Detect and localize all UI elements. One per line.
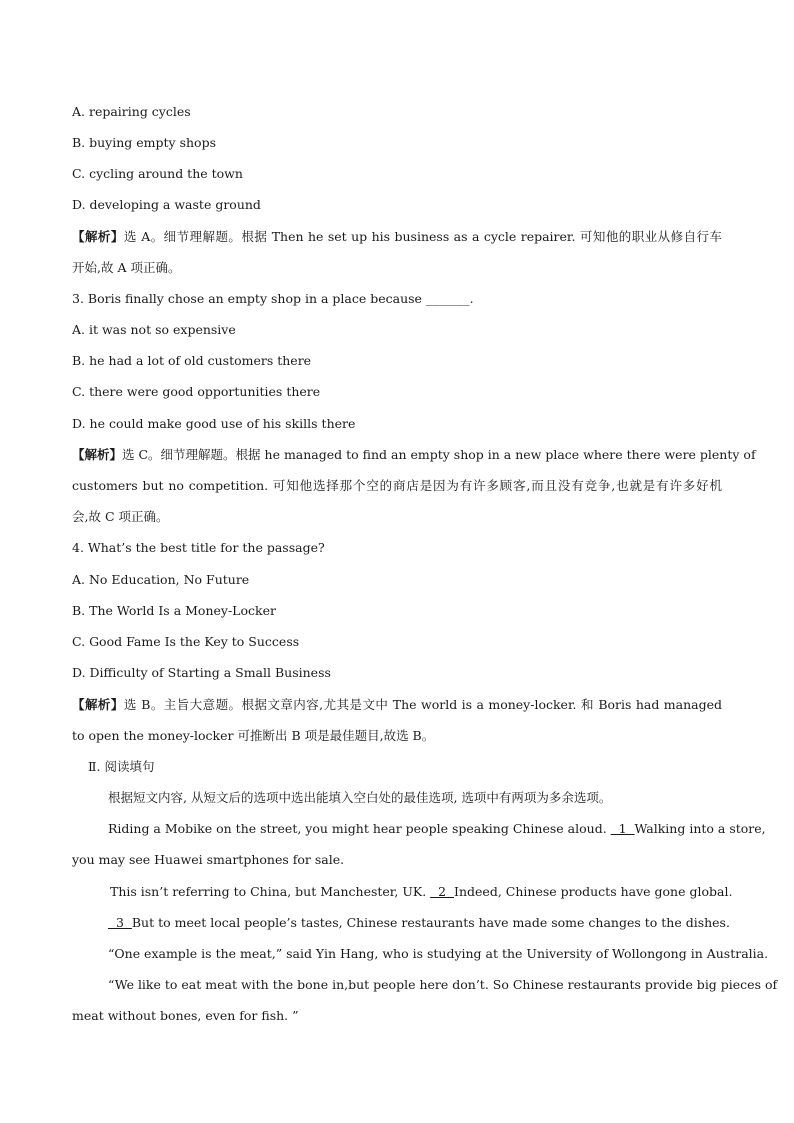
paragraph-1 bbox=[108, 821, 766, 837]
section-instruction: 根据短文内容, 从短文后的选项中选出能填入空白处的最佳选项, 选项中有两项为多余选项。 bbox=[108, 790, 612, 805]
q3-option-b: B. he had a lot of old customers there bbox=[72, 353, 312, 368]
paragraph-text: This isn’t referring to China, but Manchester, UK. bbox=[110, 884, 427, 899]
q4-option-b: B. The World Is a Money-Locker bbox=[72, 603, 276, 618]
section-heading: Ⅱ. 阅读填句 bbox=[88, 759, 155, 774]
blank-2: 2 bbox=[430, 884, 455, 899]
q3-analysis bbox=[72, 447, 756, 463]
paragraph-text: Walking into a store, bbox=[634, 821, 766, 836]
q2-option-d: D. developing a waste ground bbox=[72, 197, 261, 212]
paragraph-5: “We like to eat meat with the bone in,but people here don’t. So Chinese restaurants provide big pieces of bbox=[108, 977, 778, 992]
q3-analysis-end: 会,故 C 项正确。 bbox=[72, 509, 169, 524]
q4-analysis bbox=[72, 697, 722, 713]
q2-option-a: A. repairing cycles bbox=[72, 104, 191, 119]
analysis-text: 选 B。主旨大意题。根据文章内容,尤其是文中 The world is a money-locker. 和 Boris had managed bbox=[123, 697, 722, 712]
q4-option-a: A. No Education, No Future bbox=[72, 572, 250, 587]
q3-option-c: C. there were good opportunities there bbox=[72, 384, 321, 399]
q4-question: 4. What’s the best title for the passage? bbox=[72, 540, 325, 555]
q2-option-b: B. buying empty shops bbox=[72, 135, 216, 150]
blank-3: 3 bbox=[108, 915, 132, 930]
paragraph-text: Riding a Mobike on the street, you might hear people speaking Chinese aloud. bbox=[108, 821, 607, 836]
q3-option-a: A. it was not so expensive bbox=[72, 322, 236, 337]
paragraph-text: But to meet local people’s tastes, Chinese restaurants have made some changes to the dishes. bbox=[131, 915, 730, 930]
paragraph-4: “One example is the meat,” said Yin Hang, who is studying at the University of Wollongong in Australia. bbox=[108, 946, 769, 961]
analysis-text: 选 A。细节理解题。根据 Then he set up his business as a cycle repairer. 可知他的职业从修自行车 bbox=[123, 229, 722, 244]
paragraph-text: Indeed, Chinese products have gone global. bbox=[454, 884, 733, 899]
q3-option-d: D. he could make good use of his skills there bbox=[72, 416, 356, 431]
paragraph-1-cont: you may see Huawei smartphones for sale. bbox=[72, 852, 345, 867]
analysis-tag: 【解析】 bbox=[72, 697, 124, 712]
q3-question: 3. Boris finally chose an empty shop in a place because _______. bbox=[72, 291, 474, 306]
q4-analysis-cont: to open the money-locker 可推断出 B 项是最佳题目,故选 B。 bbox=[72, 728, 435, 743]
analysis-tag: 【解析】 bbox=[72, 447, 123, 462]
paragraph-5-cont: meat without bones, even for fish. ” bbox=[72, 1008, 299, 1023]
q4-option-d: D. Difficulty of Starting a Small Business bbox=[72, 665, 331, 680]
analysis-text: 选 C。细节理解题。根据 he managed to find an empty shop in a new place where there were plenty of bbox=[122, 447, 756, 462]
analysis-tag: 【解析】 bbox=[72, 229, 124, 244]
paragraph-3 bbox=[108, 915, 730, 931]
q2-analysis-cont: 开始,故 A 项正确。 bbox=[72, 260, 181, 275]
paragraph-2 bbox=[110, 884, 760, 900]
q3-analysis-cont: customers but no competition. 可知他选择那个空的商店是因为有许多顾客,而且没有竞争,也就是有许多好机 bbox=[72, 478, 722, 493]
q4-option-c: C. Good Fame Is the Key to Success bbox=[72, 634, 300, 649]
q2-analysis bbox=[72, 229, 722, 245]
q2-option-c: C. cycling around the town bbox=[72, 166, 243, 181]
blank-1: 1 bbox=[610, 821, 635, 836]
